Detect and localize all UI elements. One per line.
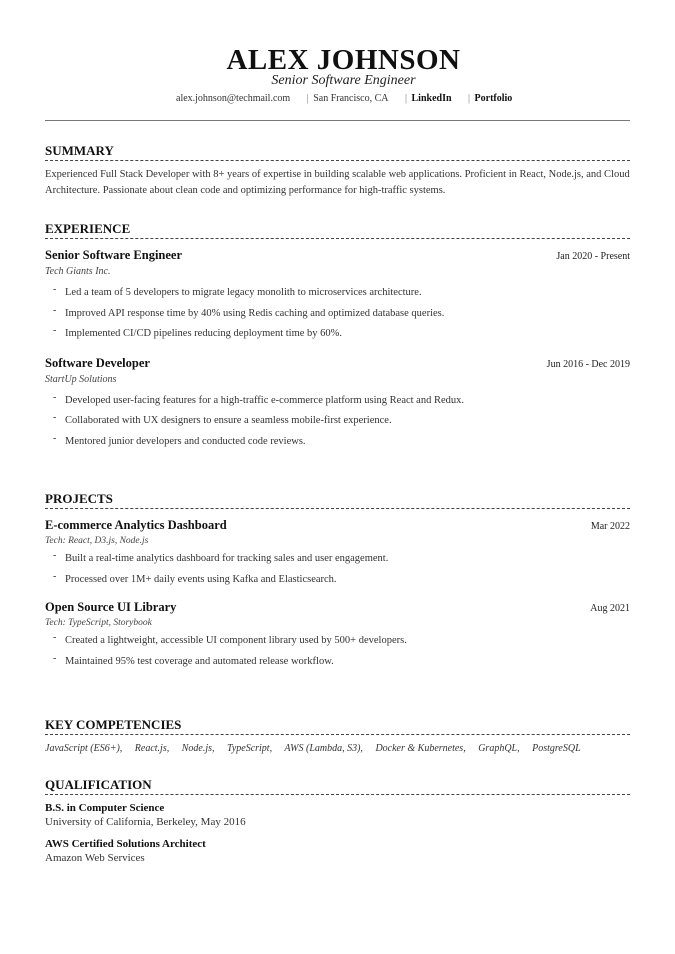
bullet-list — [45, 283, 630, 345]
contact-location-group — [307, 93, 389, 104]
bullet-text: Implemented CI/CD pipelines reducing deployment time by 60%. — [65, 328, 343, 339]
list-item — [53, 570, 630, 591]
contact-line — [176, 93, 512, 104]
summary-section — [45, 143, 630, 199]
job-date: Jan 2020 - Present — [556, 251, 630, 262]
qualification-section — [45, 777, 630, 864]
project-title: E-commerce Analytics Dashboard — [45, 518, 227, 532]
project-tech: Tech: React, D3.js, Node.js — [45, 536, 149, 546]
experience-item — [45, 248, 630, 345]
dash-icon: - — [53, 652, 57, 664]
skill-tag: JavaScript (ES6+), — [45, 743, 123, 754]
qualification-title: B.S. in Computer Science — [45, 802, 165, 814]
dash-icon: - — [53, 304, 57, 316]
bullet-text: Mentored junior developers and conducted code reviews. — [65, 435, 306, 447]
list-item — [53, 432, 630, 453]
dash-icon: - — [53, 550, 57, 561]
contact-portfolio-group — [468, 93, 512, 104]
experience-item — [45, 356, 630, 453]
qualification-detail: University of California, Berkeley, May 2016 — [45, 816, 246, 828]
skill-tag: Node.js, — [181, 743, 215, 754]
header-divider — [45, 120, 630, 121]
separator: | — [468, 93, 471, 104]
competencies-section — [45, 717, 630, 754]
dash-icon: - — [53, 325, 57, 336]
job-title: Senior Software Engineer — [45, 248, 183, 262]
skill-tag: GraphQL, — [478, 743, 520, 754]
qualification-title: AWS Certified Solutions Architect — [45, 838, 206, 850]
section-heading: QUALIFICATION — [45, 777, 630, 795]
list-item — [53, 324, 630, 345]
list-item — [53, 652, 630, 673]
bullet-list — [45, 631, 630, 672]
bullet-text: Collaborated with UX designers to ensure a seamless mobile-first experience. — [65, 415, 392, 426]
skill-tag: AWS (Lambda, S3), — [284, 743, 363, 754]
company-name: Tech Giants Inc. — [45, 266, 111, 277]
portfolio-link[interactable]: Portfolio — [474, 93, 513, 104]
project-title: Open Source UI Library — [45, 600, 177, 614]
bullet-text: Maintained 95% test coverage and automated release workflow. — [65, 655, 334, 667]
contact-location: San Francisco, CA — [313, 93, 389, 104]
separator: | — [306, 93, 309, 104]
dash-icon: - — [53, 284, 57, 295]
qualification-detail: Amazon Web Services — [45, 852, 145, 864]
qualification-item — [45, 838, 630, 864]
experience-section — [45, 221, 630, 452]
section-heading: SUMMARY — [45, 143, 630, 161]
bullet-text: Built a real-time analytics dashboard for tracking sales and user engagement. — [65, 553, 389, 564]
bullet-text: Processed over 1M+ daily events using Kafka and Elasticsearch. — [65, 573, 337, 585]
skill-tag: TypeScript, — [227, 743, 273, 754]
bullet-list — [45, 391, 630, 453]
project-date: Aug 2021 — [590, 603, 630, 614]
linkedin-link[interactable]: LinkedIn — [411, 93, 452, 104]
contact-linkedin-group — [405, 93, 452, 104]
section-heading: EXPERIENCE — [45, 221, 630, 239]
candidate-name: ALEX JOHNSON — [226, 44, 461, 76]
project-item — [45, 518, 630, 590]
project-item — [45, 600, 630, 672]
summary-text: Experienced Full Stack Developer with 8+ years of expertise in building scalable web applications. Proficient in React, Node.js, and Cloud Architecture. Passionate about clean code and optimizing performance for high-traffic systems. — [45, 169, 630, 196]
skill-tag: PostgreSQL — [532, 743, 581, 754]
dash-icon: - — [53, 632, 57, 643]
skill-tag: Docker & Kubernetes, — [375, 743, 466, 754]
list-item — [53, 391, 630, 412]
bullet-text: Created a lightweight, accessible UI component library used by 500+ developers. — [65, 635, 407, 646]
dash-icon: - — [53, 412, 57, 423]
candidate-title: Senior Software Engineer — [271, 73, 416, 88]
section-heading: KEY COMPETENCIES — [45, 717, 630, 735]
resume-header — [0, 44, 675, 88]
list-item — [53, 549, 630, 570]
bullet-text: Led a team of 5 developers to migrate legacy monolith to microservices architecture. — [65, 287, 422, 298]
qualification-item — [45, 802, 630, 828]
project-tech: Tech: TypeScript, Storybook — [45, 618, 152, 628]
company-name: StartUp Solutions — [45, 373, 117, 385]
bullet-text: Improved API response time by 40% using Redis caching and optimized database queries. — [65, 307, 445, 319]
separator: | — [404, 93, 407, 104]
dash-icon: - — [53, 432, 57, 444]
bullet-list — [45, 549, 630, 590]
job-date: Jun 2016 - Dec 2019 — [546, 358, 630, 370]
project-date: Mar 2022 — [590, 521, 630, 532]
skills-list — [45, 743, 630, 754]
skill-tag: React.js, — [134, 743, 170, 754]
projects-section — [45, 491, 630, 672]
list-item — [53, 411, 630, 432]
list-item — [53, 631, 630, 652]
contact-email[interactable]: alex.johnson@techmail.com — [176, 93, 291, 104]
bullet-text: Developed user-facing features for a high-traffic e-commerce platform using React and Redux. — [65, 394, 465, 406]
dash-icon: - — [53, 391, 57, 403]
list-item — [53, 283, 630, 304]
list-item — [53, 304, 630, 325]
section-heading: PROJECTS — [45, 491, 630, 509]
dash-icon: - — [53, 570, 57, 582]
job-title: Software Developer — [45, 355, 150, 370]
